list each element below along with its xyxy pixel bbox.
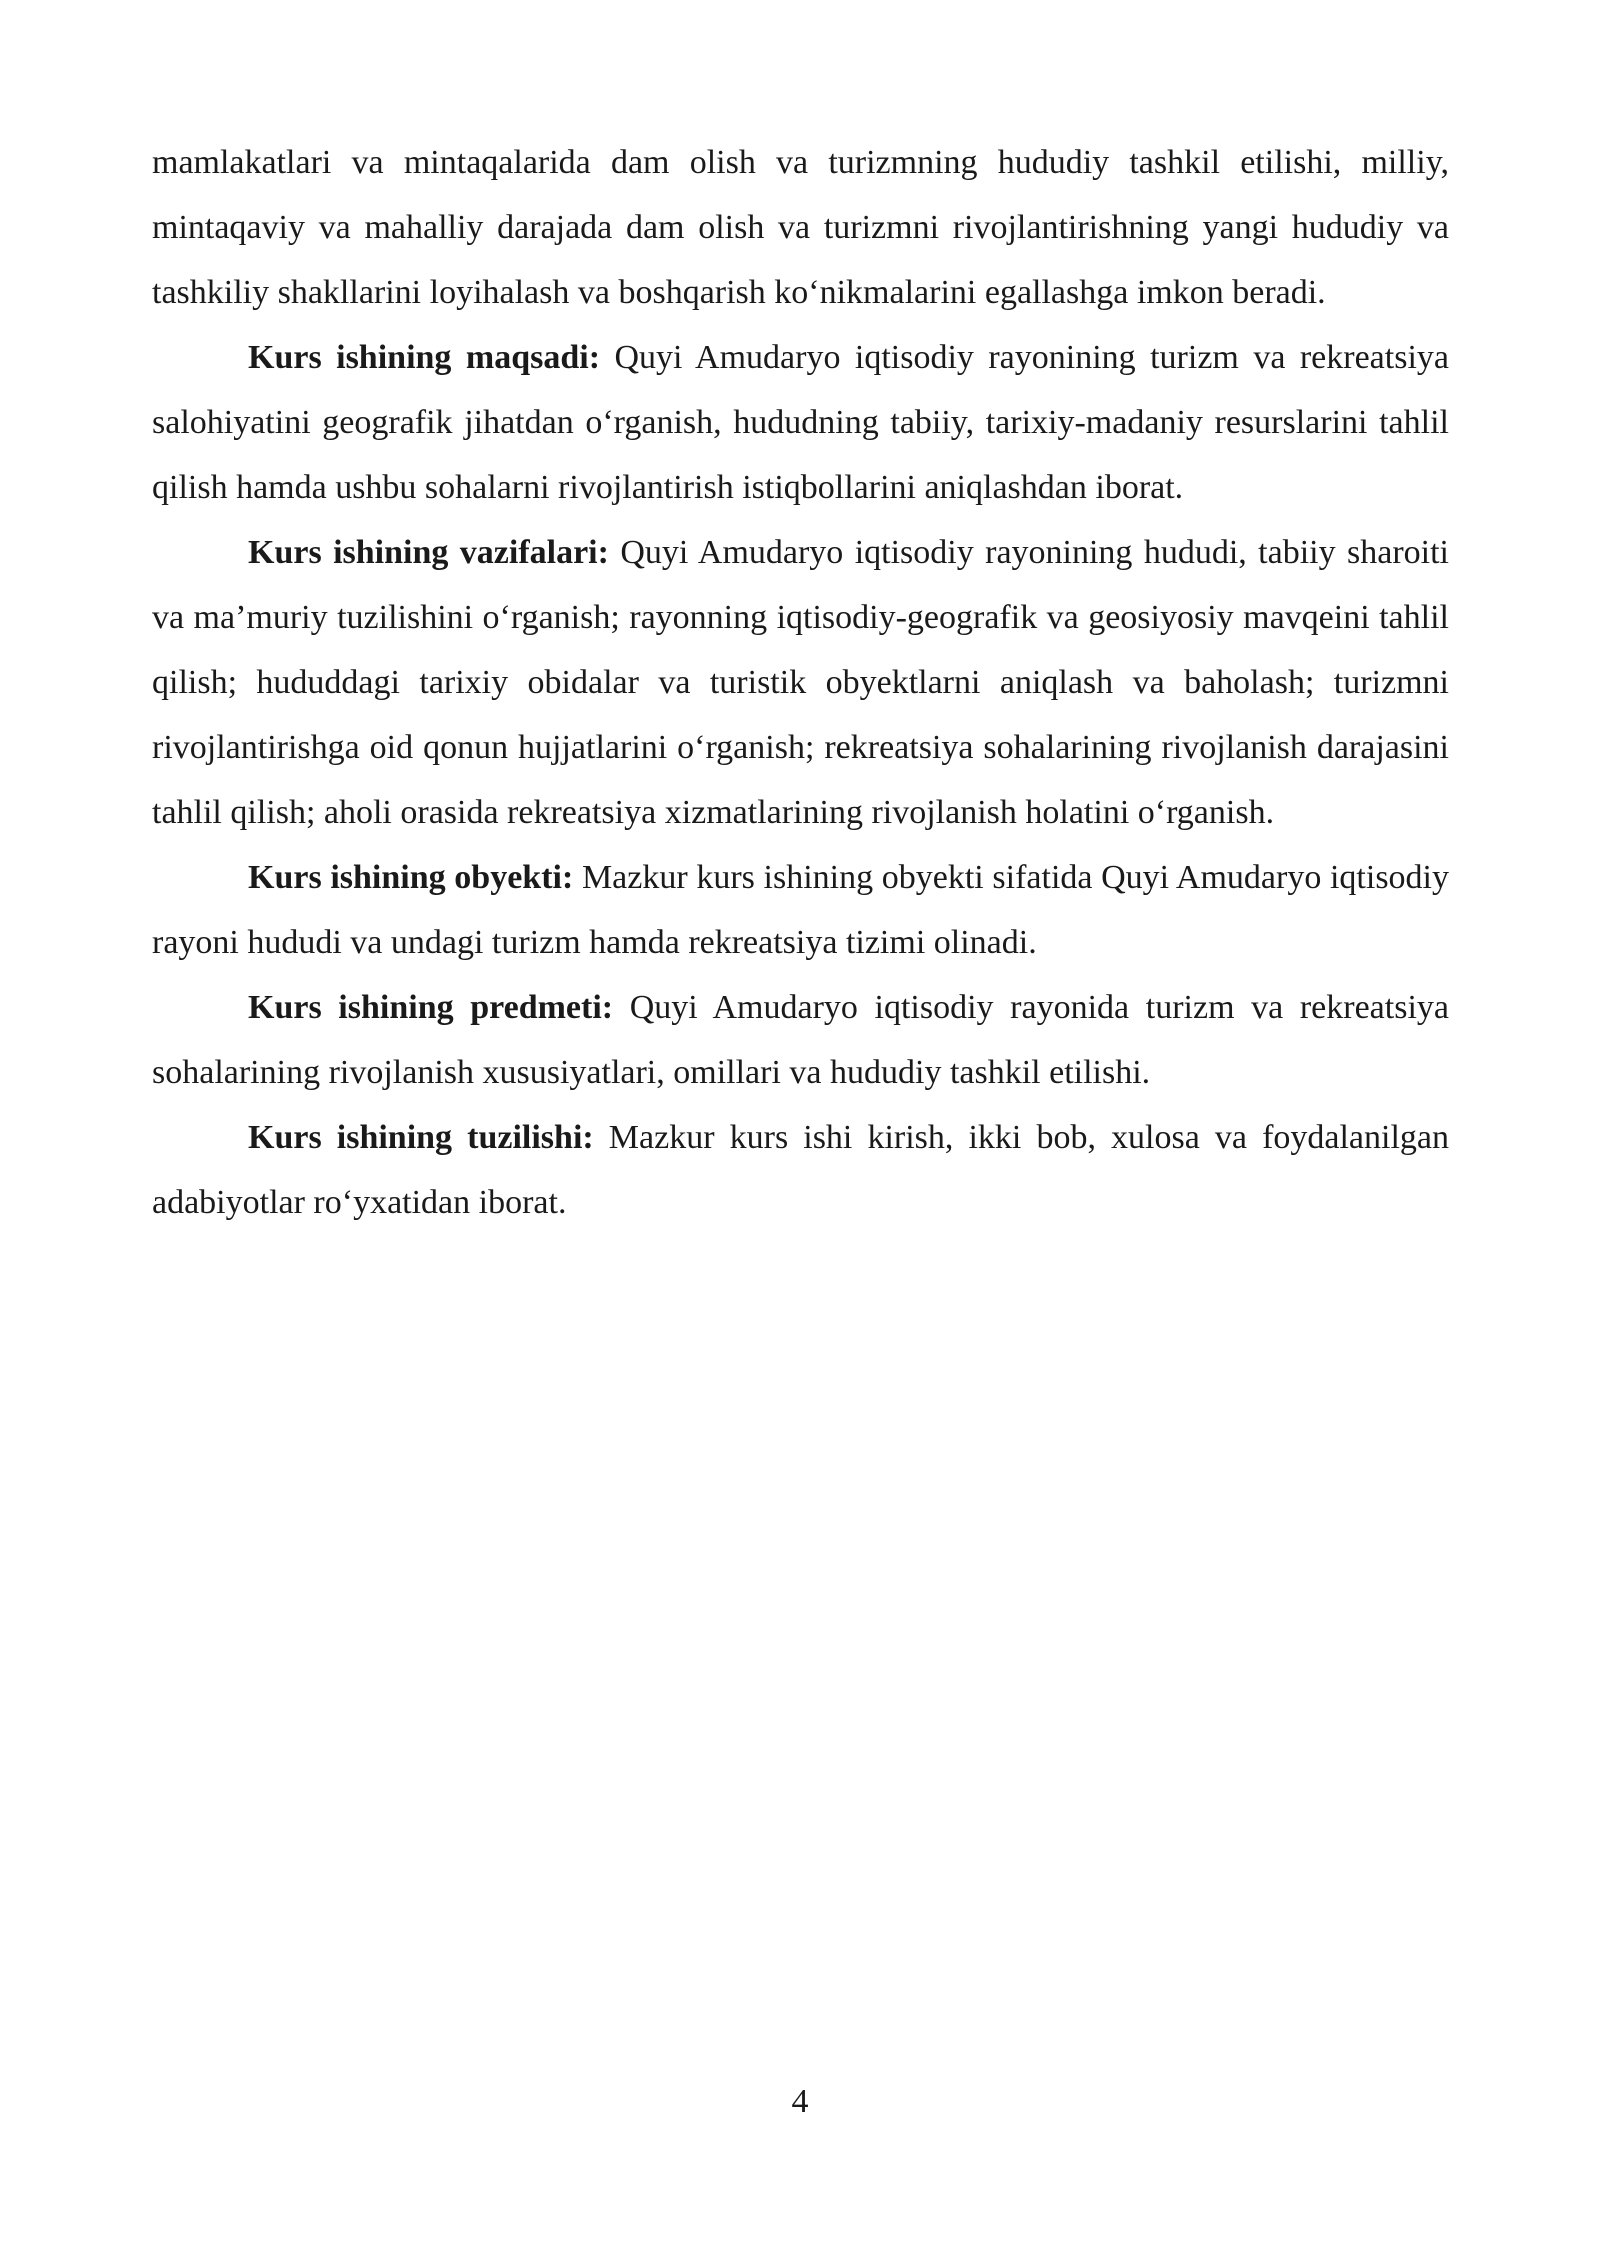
paragraph-text: Mazkur kurs ishi kirish, ikki bob, xulosa va foydalanilgan adabiyotlar ro‘yxatidan iborat. bbox=[152, 1119, 1450, 1221]
paragraph-label: Kurs ishining predmeti: bbox=[248, 989, 614, 1026]
paragraph-label: Kurs ishining tuzilishi: bbox=[248, 1119, 594, 1156]
page-number: 4 bbox=[791, 2083, 809, 2120]
paragraph-predmeti bbox=[152, 975, 1449, 1105]
paragraph-text: Mazkur kurs ishining obyekti sifatida Quyi Amudaryo iqtisodiy rayoni hududi va undagi turizm hamda rekreatsiya tizimi olinadi. bbox=[152, 859, 1449, 961]
paragraph-maqsadi bbox=[152, 325, 1449, 520]
intro-paragraph: mamlakatlari va mintaqalarida dam olish va turizmning hududiy tashkil etilishi, milliy, mintaqaviy va mahalliy darajada dam olish va turizmni rivojlantirishning yangi hududiy va tashkiliy shakllarini loyihalash va boshqarish ko‘nikmalarini egallashga imkon beradi. bbox=[152, 144, 1449, 311]
paragraph-text: Quyi Amudaryo iqtisodiy rayonida turizm va rekreatsiya sohalarining rivojlanish xususiyatlari, omillari va hududiy tashkil etilishi. bbox=[152, 989, 1449, 1091]
paragraph-tuzilishi bbox=[152, 1105, 1449, 1235]
paragraph-obyekti bbox=[152, 845, 1449, 975]
paragraph-vazifalari bbox=[152, 520, 1449, 845]
paragraph-label: Kurs ishining maqsadi: bbox=[248, 339, 601, 376]
document-body bbox=[152, 130, 1449, 1235]
paragraph-text: Quyi Amudaryo iqtisodiy rayonining hududi, tabiiy sharoiti va ma’muriy tuzilishini o‘rganish; rayonning iqtisodiy-geografik va geosiyosiy mavqeini tahlil qilish; hududdagi tarixiy obidalar va turistik obyektlarni aniqlash va baholash; turizmni rivojlantirishga oid qonun hujjatlarini o‘rganish; rekreatsiya sohalarining rivojlanish darajasini tahlil qilish; aholi orasida rekreatsiya xizmatlarining rivojlanish holatini o‘rganish. bbox=[152, 534, 1450, 831]
paragraph-label: Kurs ishining vazifalari: bbox=[248, 534, 609, 571]
paragraph-label: Kurs ishining obyekti: bbox=[248, 859, 574, 896]
paragraph-text: Quyi Amudaryo iqtisodiy rayonining turizm va rekreatsiya salohiyatini geografik jihatdan o‘rganish, hududning tabiiy, tarixiy-madaniy resurslarini tahlil qilish hamda ushbu sohalarni rivojlantirish istiqbollarini aniqlashdan iborat. bbox=[152, 339, 1449, 506]
